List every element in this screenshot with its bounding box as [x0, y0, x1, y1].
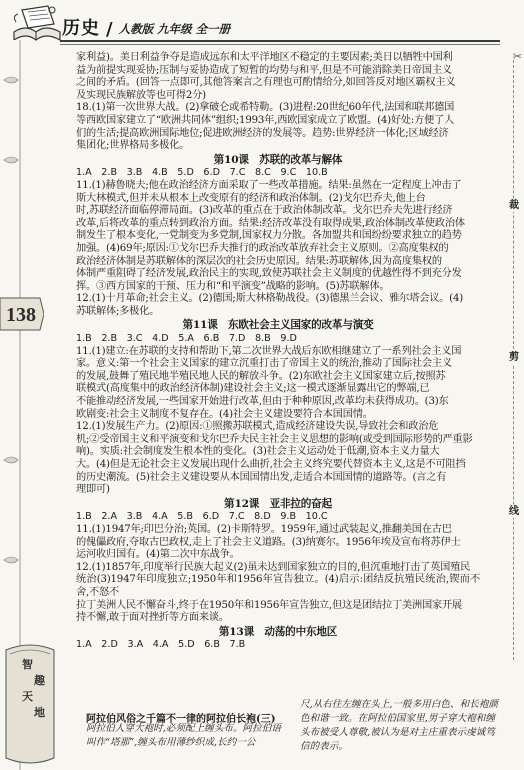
question-answer: 11.(1)1947年;印巴分治;英国。(2)卡斯特罗。1959年,通过武装起义,推翻美国在古巴	[76, 523, 452, 535]
corner-label-2: 趣	[34, 674, 45, 687]
page-header	[0, 0, 524, 52]
sidebar-reading-left: 阿拉伯人穿大袍时,必须配上缠头布。阿拉伯语叫作“塔那”,缠头布用薄纱织成,长约一公	[86, 723, 281, 748]
answer-line: 的发展,鼓舞了殖民地半殖民地人民的解放斗争。(2)东欧社会主义国家建立后,按照苏	[76, 370, 446, 382]
answer-line: 改革,后将改革的重点转到政治方面。结果:经济改革没有取得成果,政治体制改革使政治体	[76, 217, 465, 229]
answer-line: 等西欧国家建立了“欧洲共同体”组织;1993年,西欧国家成立了欧盟。(4)好处:方便了人	[76, 114, 455, 126]
choice-answers: 1.B 2.A 3.B 4.A 5.B 6.D 7.C 8.D 9.B 10.C	[76, 511, 328, 523]
answer-line: 不能推动经济发展,一些国家开始进行改革,但由于种种原因,改革均未获得成功。(3)东	[76, 396, 449, 408]
question-answer: 12.(1)发展生产力。(2)原因:①照搬苏联模式,造成经济建设失误,导致社会和政治危	[76, 421, 439, 433]
question-answer: 12.(1)十月革命;社会主义。(2)德国;斯大林格勒战役。(3)德黑兰会议、雅尔塔会议。(4)	[76, 293, 463, 305]
subject-title: 历史	[62, 18, 100, 38]
edition-label: 人教版 九年级 全一册	[118, 22, 231, 36]
answer-line: 响)。实质:社会制度发生根本性的变化。(3)社会主义运动处于低潮,资本主义力量大	[76, 446, 440, 458]
choice-answers: 1.B 2.B 3.C 4.D 5.A 6.B 7.D 8.B 9.D	[76, 333, 297, 345]
sidebar-reading-title: 阿拉伯风俗之千篇不一律的阿拉伯长袍(三)	[86, 714, 276, 725]
answer-line: 联模式(高度集中的政治经济体制)建设社会主义;这一模式逐渐显露出它的弊端,已	[76, 383, 430, 395]
answer-line: 集团化;世界格局多极化。	[76, 140, 190, 152]
corner-label-4: 地	[34, 706, 45, 719]
page-number: 138	[6, 304, 36, 326]
answer-line: 机;②受帝国主义和平演变和戈尔巴乔夫民主社会主义思想的影响(或受到国际形势的严重影	[76, 433, 473, 445]
cut-label-3: 线	[509, 506, 519, 517]
answer-line: 的傀儡政府,夺取古巴政权,走上了社会主义道路。(3)纳赛尔。1956年埃及宣布将苏伊士	[76, 536, 461, 548]
answer-line: 及实现民族解放等也可得2分)	[76, 89, 206, 101]
answer-line: 欧剧变:社会主义制度不复存在。(4)社会主义建设要符合本国国情。	[76, 408, 373, 420]
corner-label-3: 天	[22, 690, 33, 703]
sidebar-reading-right: 尺,从右往左缠在头上,一般多用白色、和长袍颜色和谐一致。在阿拉伯国家里,男子穿大袍和缠头布被受人尊敬,被认为是对主庄重表示虔诚笃信的表示。	[300, 699, 498, 752]
answer-line: 挥。③西方国家的干预、压力和“和平演变”战略的影响。(5)苏联解体。	[76, 280, 390, 292]
answer-content	[76, 52, 480, 652]
answer-line: 家。意义:第一个社会主义国家的建立沉重打击了帝国主义的统治,推动了国际社会主义	[76, 358, 452, 370]
answer-line: 制发生了根本变化,一党制变为多党制,国家权力分散。各加盟共和国纷纷要求独立的趋势	[76, 230, 462, 242]
answer-line: 大。(4)但是无论社会主义发展出现什么曲折,社会主义终究要代替资本主义,这是不可阻挡	[76, 459, 466, 470]
choice-answers: 1.A 2.D 3.A 4.A 5.D 6.B 7.B	[76, 639, 246, 651]
cut-label-1: 裁	[509, 200, 519, 211]
question-answer: 11.(1)赫鲁晓夫;他在政治经济方面采取了一些改革措施。结果:虽然在一定程度上冲击了	[76, 179, 462, 191]
answer-line: 持不懈,敢于面对挫折等方面来谈。	[76, 612, 229, 624]
header-rule-thin	[60, 44, 500, 45]
answer-line: 理即可)	[76, 484, 110, 496]
scissors-icon: ✂	[512, 50, 522, 63]
answer-line: 运河收归国有。(4)第二次中东战争。	[76, 549, 240, 561]
answer-line: 益为前提实现妥协;压制与妥协造成了短暂的均势与和平,但是不可能消除美日帝国主义	[76, 64, 452, 76]
choice-answers: 1.A 2.B 3.B 4.B 5.D 6.D 7.C 8.C 9.C 10.B	[76, 167, 328, 179]
answer-line: 加强。(4)69年;原因:①戈尔巴乔夫推行的政治改革放弃社会主义原则。②高度集权的	[76, 242, 449, 254]
corner-label-1: 智	[22, 658, 33, 671]
lesson-heading: 第12课 亚非拉的奋起	[224, 497, 332, 510]
answer-line: 统治(3)1947年印度独立;1950年和1956年宣告独立。(4)启示:团结反抗殖民统治,锲而不舍,不怒不	[76, 574, 480, 598]
lesson-heading: 第10课 苏联的改革与解体	[213, 153, 343, 166]
answer-line: 们的生活;提高欧洲国际地位;促进欧洲经济的发展等。趋势:世界经济一体化;区域经济	[76, 127, 449, 139]
answer-line: 的历史潮流。(5)社会主义建设要从本国国情出发,走适合本国国情的道路等。(言之有	[76, 471, 447, 483]
answer-line: 苏联解体;多极化。	[76, 305, 160, 317]
lesson-heading: 第13课 动荡的中东地区	[218, 625, 338, 638]
question-answer: 12.(1)1857年,印度举行民族大起义(2)虽未达到国家独立的目的,但沉重地打击了英国殖民	[76, 561, 471, 573]
answer-line: 斯大林模式,但并未从根本上改变原有的经济和政治体制。(2)戈尔巴乔夫,他上台	[76, 192, 426, 204]
answer-line: 之间的矛盾。(回答一点即可,其他答案言之有理也可酌情给分,如回答反对地区霸权主义	[76, 77, 456, 89]
lesson-heading: 第11课 东欧社会主义国家的改革与演变	[182, 319, 374, 332]
answer-line: 体制严重阻碍了经济发展,政治民主的实现,致使苏联社会主义制度的优越性得不到充分发	[76, 268, 462, 280]
answer-line: 时,苏联经济面临停滞局面。(3)改革的重点在于政治体制改革。戈尔巴乔夫先进行经济	[76, 205, 453, 217]
title-divider: /	[106, 19, 113, 40]
question-answer: 18.(1)第一次世界大战。(2)拿破仑或希特勒。(3)进程:20世纪60年代,法国和联邦德国	[76, 102, 455, 114]
cut-label-2: 剪	[509, 352, 519, 363]
header-rule	[60, 40, 500, 42]
answer-line: 拉丁美洲人民不懈奋斗,终于在1950年和1956年宣告独立,但这是团结拉丁美洲国家开展	[76, 599, 462, 611]
answer-line: 政治经济体制是苏联解体的深层次的社会历史原因。结果:苏联解体,因为高度集权的	[76, 255, 442, 267]
answer-line: 家利益)。美日利益争夺是造成远东和太平洋地区不稳定的主要因素;美日以牺牲中国利	[76, 52, 453, 63]
question-answer: 11.(1)建立:在苏联的支持和帮助下,第二次世界大战后东欧相继建立了一系列社会主义国	[76, 345, 462, 357]
